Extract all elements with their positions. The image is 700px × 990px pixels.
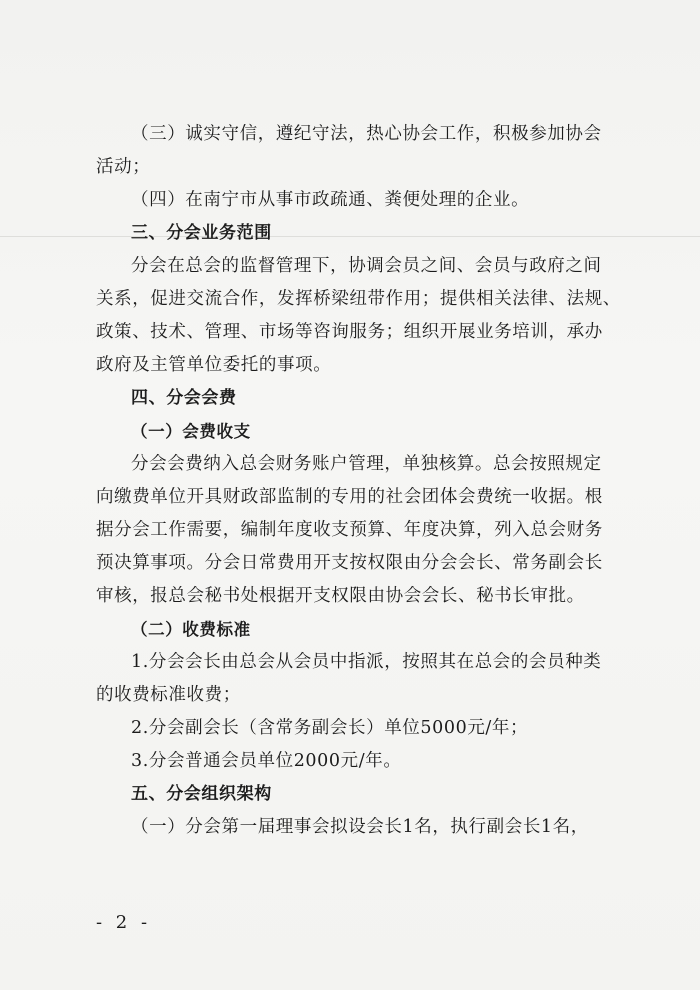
scope-paragraph-line-3: 政策、技术、管理、市场等咨询服务；组织开展业务培训，承办 <box>96 322 603 342</box>
scope-paragraph-line-2: 关系，促进交流合作，发挥桥梁纽带作用；提供相关法律、法规、 <box>96 289 621 309</box>
subheading-fee-management: （一）会费收支 <box>131 422 251 441</box>
fee-item-1-continued: 的收费标准收费； <box>96 685 241 705</box>
fee-paragraph-line-3: 据分会工作需要，编制年度收支预算、年度决算，列入总会财务 <box>96 520 603 540</box>
fee-paragraph-line-2: 向缴费单位开具财政部监制的专用的社会团体会费统一收据。根 <box>96 487 603 507</box>
clause-3: （三）诚实守信，遵纪守法，热心协会工作，积极参加协会 <box>131 124 602 144</box>
fee-paragraph-line-4: 预决算事项。分会日常费用开支按权限由分会会长、常务副会长 <box>96 553 603 573</box>
fee-item-3: 3.分会普通会员单位2000元/年。 <box>131 751 402 771</box>
scope-paragraph-line-1: 分会在总会的监督管理下，协调会员之间、会员与政府之间 <box>131 256 602 276</box>
fee-paragraph-line-5: 审核，报总会秘书处根据开支权限由协会会长、秘书长审批。 <box>96 586 585 606</box>
structure-paragraph-line-1: （一）分会第一届理事会拟设会长1名，执行副会长1名， <box>131 817 589 837</box>
scope-paragraph-line-4: 政府及主管单位委托的事项。 <box>96 355 332 375</box>
clause-3-continued: 活动； <box>96 157 151 177</box>
fee-paragraph-line-1: 分会会费纳入总会财务账户管理，单独核算。总会按照规定 <box>131 454 602 474</box>
body-text <box>96 118 636 844</box>
section-heading-3: 三、分会业务范围 <box>131 223 272 243</box>
clause-4: （四）在南宁市从事市政疏通、粪便处理的企业。 <box>131 190 530 210</box>
section-heading-5: 五、分会组织架构 <box>131 784 272 804</box>
page-number: - 2 - <box>96 912 152 933</box>
section-heading-4: 四、分会会费 <box>131 388 237 408</box>
subheading-fee-standard: （二）收费标准 <box>131 620 251 639</box>
fee-item-2: 2.分会副会长（含常务副会长）单位5000元/年； <box>131 718 529 738</box>
fee-item-1: 1.分会会长由总会从会员中指派，按照其在总会的会员种类 <box>131 652 602 672</box>
